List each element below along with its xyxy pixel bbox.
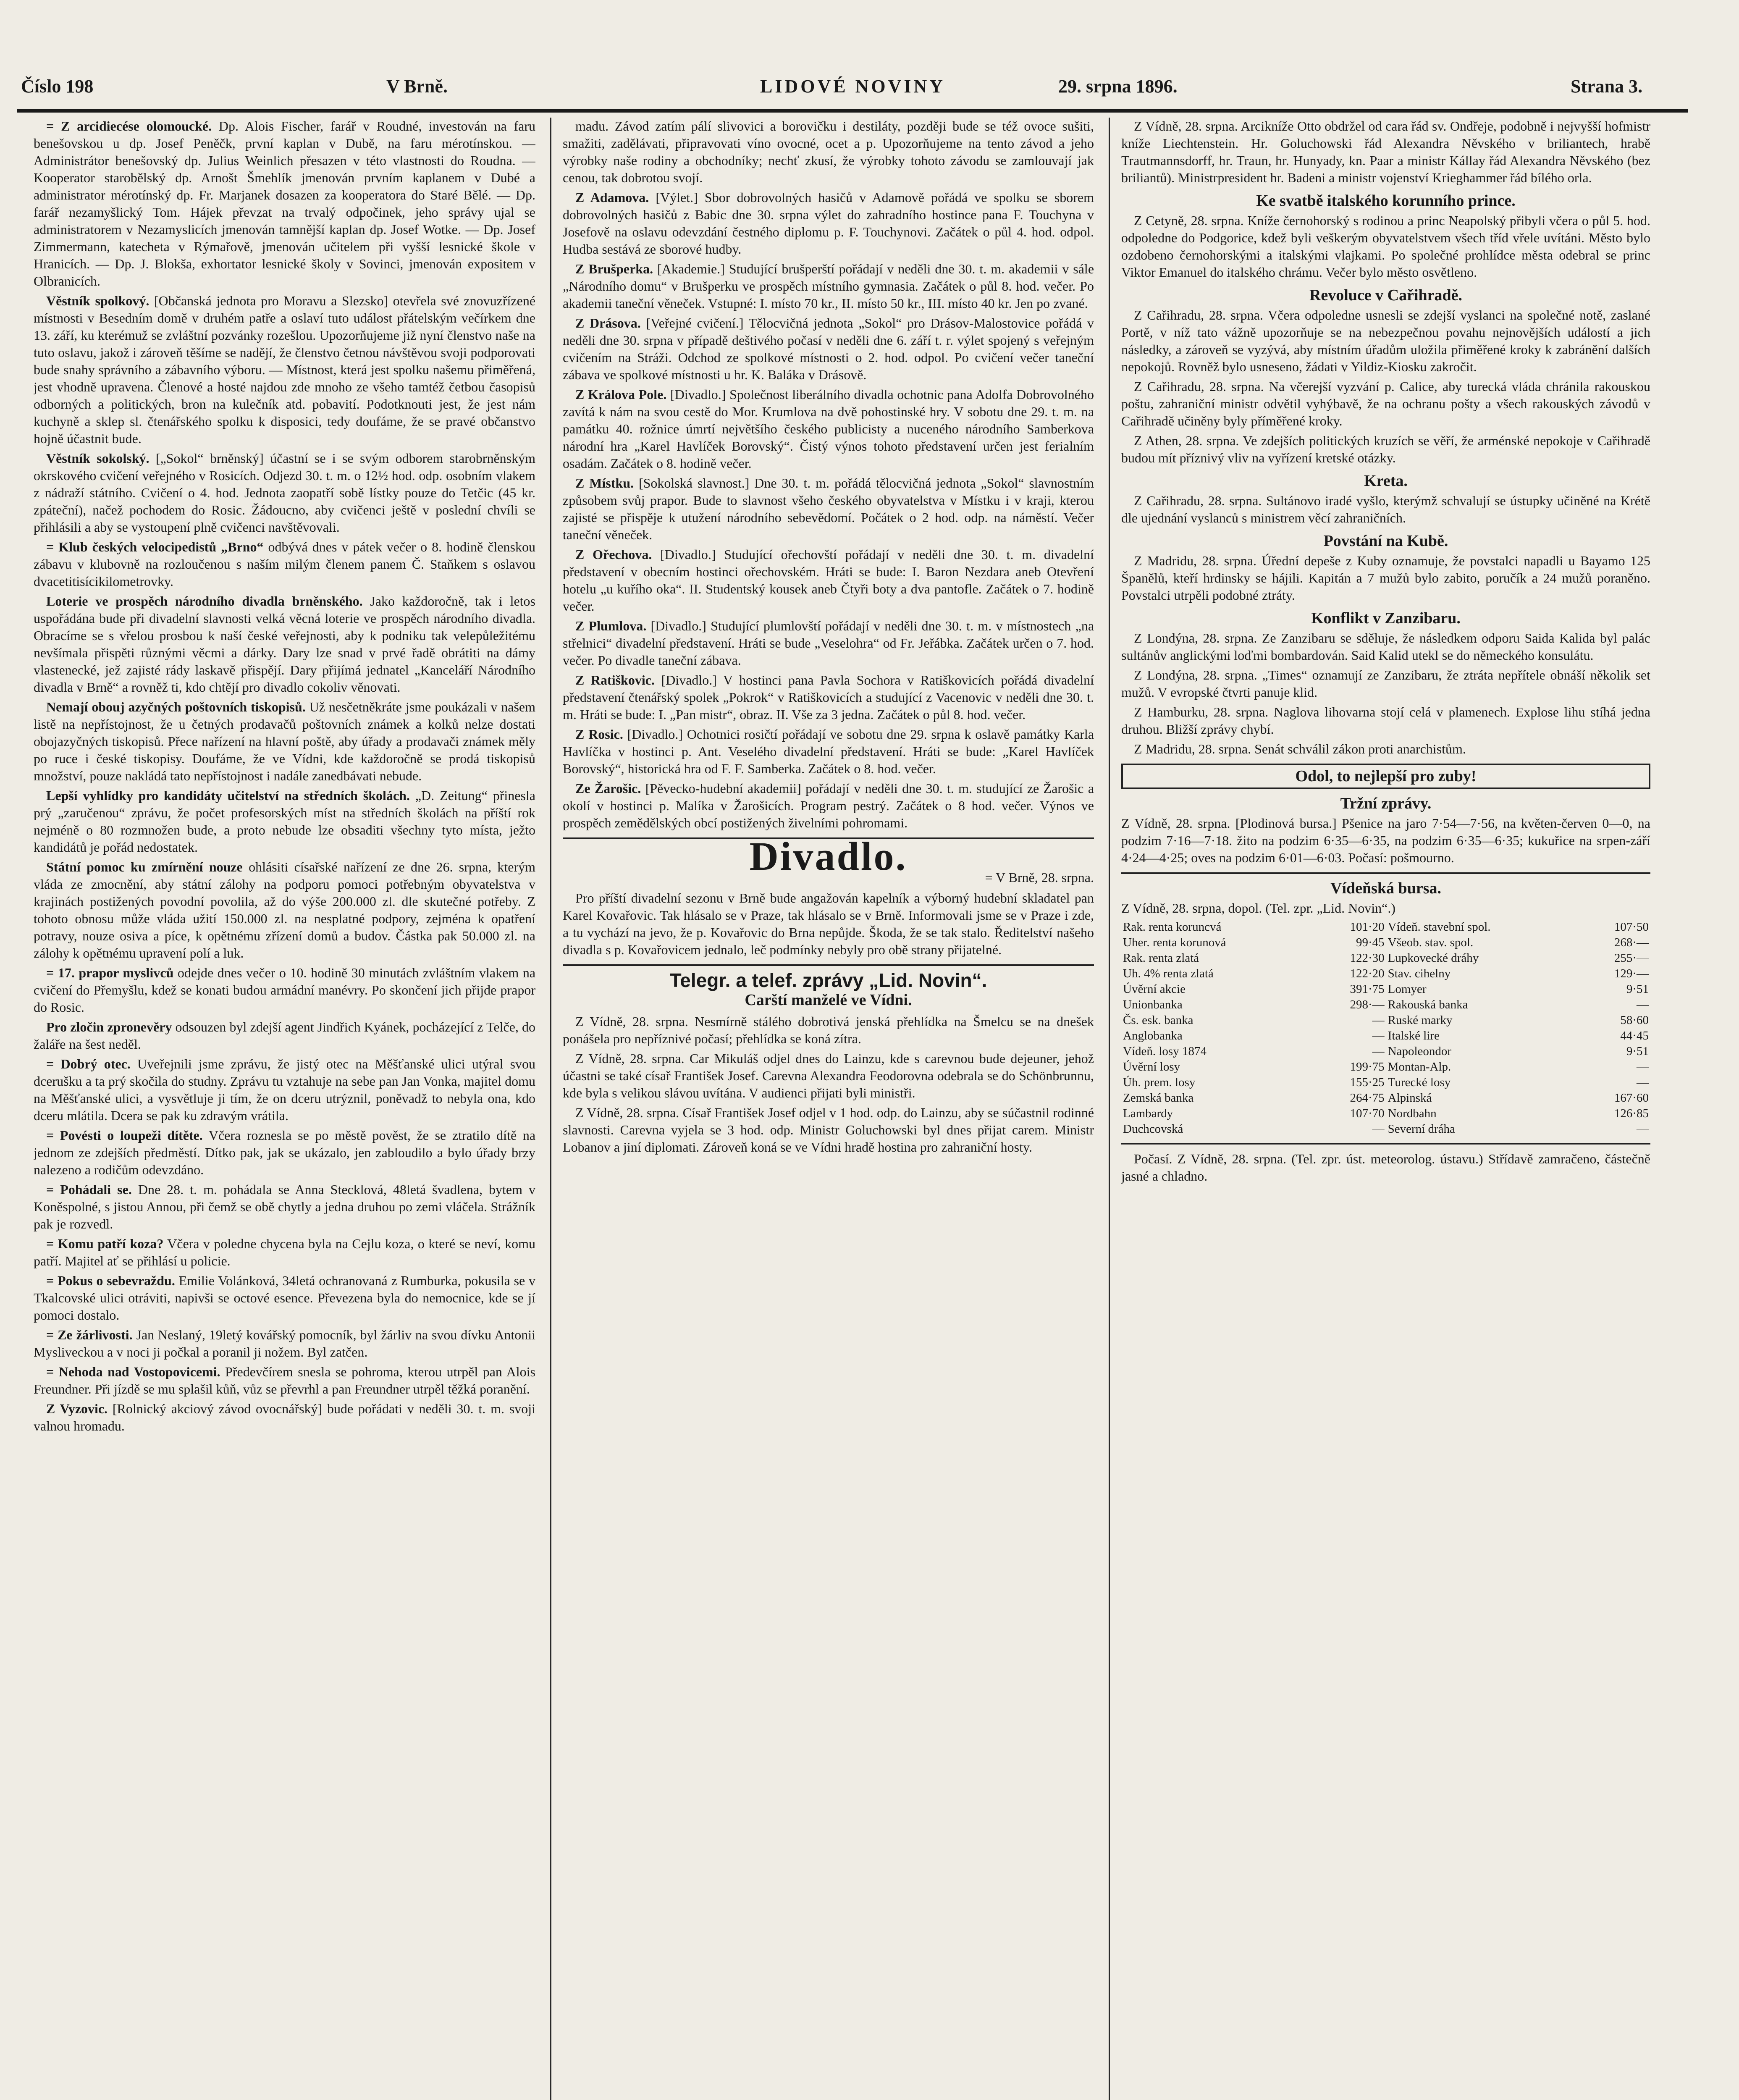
article <box>34 787 535 856</box>
table-cell: — <box>1637 1076 1649 1089</box>
table-cell: Italské lire <box>1388 1029 1440 1042</box>
article-body: [Divadlo.] V hostinci pana Pavla Sochora v Ratiškovicích pořádá divadelní představení čtenářský spolek „Pokrok“ v Ratiškovicích a studující z Vacenovic v neděli dne 30. t. m. Hráti se bude: I. „Pan mistr“, obraz. II. Vše za 3 jedna. Začátek o půl 8. hod. večer. <box>563 672 1094 722</box>
article-heading: = Klub českých velocipedistů „Brno“ <box>46 539 264 554</box>
table-row <box>1121 1044 1650 1059</box>
article-body: Z Vídně, 28. srpna. Nesmírně stálého dobrotivá jenská přehlídka na Šmelcu se na dnešek ponášela pro nepříznivé počasí; přehlídka se koná zítra. <box>563 1014 1094 1046</box>
article-body: Z Cařihradu, 28. srpna. Včera odpoledne usnesli se zdejší vyslanci na společné notě, zaslané Portě, v níž tato vážně upozorňuje se na nebezpečnou povahu nejnovějších událostí a jich následky, a zároveň se vyzývá, aby místním úřadům uložila přiměřené kroky k zabránění dalších nepokojů. Rovněž bylo usneseno, žádati v Yildiz-Kiosku zakročit. <box>1121 307 1650 374</box>
article-body: Z Londýna, 28. srpna. „Times“ oznamují ze Zanzibaru, že ztráta nepřítele obnáší několik set mužů. V evropské čtvrti panuje klid. <box>1121 667 1650 700</box>
table-cell: Turecké losy <box>1388 1076 1451 1089</box>
table-cell: — <box>1637 1060 1649 1074</box>
table-cell: Úvěrní akcie <box>1123 982 1186 996</box>
table-cell: — <box>1372 1045 1385 1058</box>
article-heading: Z Ořechova. <box>575 547 652 562</box>
section-title-telegrams: Telegr. a telef. zprávy „Lid. Novin“. <box>669 969 987 991</box>
column-1 <box>34 118 535 2100</box>
article-body: Z Hamburku, 28. srpna. Naglova lihovarna stojí celá v plamenech. Explose lihu stíhá jedna druhou. Bližší zprávy chybí. <box>1121 704 1650 737</box>
table-cell: Rak. renta koruncvá <box>1123 920 1222 934</box>
article <box>563 672 1094 723</box>
table-cell: 9·51 <box>1626 982 1649 996</box>
table-row <box>1121 919 1650 935</box>
article <box>34 964 535 1016</box>
table-row <box>1121 997 1650 1013</box>
article-body: Z Cařihradu, 28. srpna. Sultánovo iradé vyšlo, kterýmž schvalují se ústupky učiněné na Krétě dle ujednání vyslanců s ministrem věcí zahraničních. <box>1121 493 1650 525</box>
section-heading: Kreta. <box>1364 472 1408 490</box>
article <box>563 315 1094 383</box>
table-row <box>1121 1059 1650 1075</box>
article <box>34 1326 535 1361</box>
article-body: Z Cařihradu, 28. srpna. Na včerejší vyzvání p. Calice, aby turecká vláda chránila rakouskou poštu, zahraniční ministr odvětil vyhýbavě, že na ochranu pošty a všech rakouských závodů v Cařihradě učiněny byly příměřené kroky. <box>1121 379 1650 428</box>
article-body: Včera v poledne chycena byla na Cejlu koza, o které se neví, komu patří. Majitel ať se přihlásí u policie. <box>34 1236 535 1268</box>
table-cell: Čs. esk. banka <box>1123 1013 1193 1027</box>
article <box>34 1055 535 1124</box>
table-cell: Úh. prem. losy <box>1123 1076 1196 1089</box>
article <box>34 1400 535 1435</box>
table-cell: 391·75 <box>1350 982 1385 996</box>
section-heading: Povstání na Kubě. <box>1323 532 1448 550</box>
article <box>34 538 535 590</box>
article-body: [Akademie.] Studující brušperští pořádají v neděli dne 30. t. m. akademii v sále „Národního domu“ v Brušperku ve prospěch místního gymnasia. Začátek o půl 8. hod. večer. Po akademii taneční věneček. Vstupné: I. místo 70 kr., II. místo 50 kr., III. místo 40 kr. Jen po zvané. <box>563 261 1094 311</box>
article <box>34 1181 535 1233</box>
article-heading: = Pokus o sebevraždu. <box>46 1273 175 1288</box>
article-heading: Státní pomoc ku zmírnění nouze <box>46 859 243 874</box>
table-row <box>1121 1121 1650 1137</box>
table-cell: 44·45 <box>1620 1029 1649 1042</box>
article-body: madu. Závod zatím pálí slivovici a borovičku i destiláty, později bude se též ovoce sušiti, smažiti, zadělávati, připravovati víno ovocné, ocet a p. Upozorňujeme na tento závod a jeho výrobky naše rodiny a obchodníky; nechť zkusí, že výrobky tohoto závodu se zamlouvají jak cenou, tak dobrotou svojí. <box>563 118 1094 185</box>
table-cell: Všeob. stav. spol. <box>1388 936 1474 949</box>
article-body: „D. Zeitung“ přinesla prý „zaručenou“ zprávu, že počet profesorských míst na středních školách na příští rok nejméně o 80 rozmnožen bude, a proto nebude lze obsaditi všechny tyto místa, ježto kandidátů je pořád nedostatek. <box>34 788 535 855</box>
article-body: Už nesčetněkráte jsme poukázali v našem listě na nepřístojnost, že u četných prodavačů poštovních známek a kolků nelze dostati obojazyčných tiskopisů. Přece nařízení na hlavní poště, aby úřady a prodavači známek měly po ruce i české tiskopisy. Doufáme, že ve Vídni, kde každoročně se prodá tiskopisů množství, pouze nakládá tato nepřístojnost i nadále zanedbávati nebude. <box>34 699 535 783</box>
article-body: Z Athen, 28. srpna. Ve zdejších politických kruzích se věří, že arménské nepokoje v Cařihradě budou mít příznivý vliv na vyřízení kretské otázky. <box>1121 433 1650 465</box>
article-body: Jan Neslaný, 19letý kovářský pomocník, byl žárliv na svou dívku Antonii Mysliveckou a v noci ji počkal a poranil ji nožem. Byl zatčen. <box>34 1327 535 1360</box>
article-body: Dne 28. t. m. pohádala se Anna Stecklová, 48letá švadlena, bytem v Koněspolné, s jistou Annou, při čemž se obě chytly a jedna druhou po zemi vláčela. Strážník pak je rozvedl. <box>34 1182 535 1231</box>
table-cell: Unionbanka <box>1123 998 1183 1011</box>
article-body: [Sokolská slavnost.] Dne 30. t. m. pořádá tělocvičná jednota „Sokol“ slavnostním způsobem svůj prapor. Bude to slavnost všeho českého obyvatelstva v Místku i v kraji, kterou zajisté se přispěje k utužení národního sebevědomí. Počátek o 2 hod. odp. na náměstí. Večer taneční věneček. <box>563 475 1094 542</box>
section-title-divadlo: Divadlo. <box>749 834 908 879</box>
article <box>563 546 1094 615</box>
article <box>34 292 535 447</box>
table-cell: Napoleondor <box>1388 1045 1452 1058</box>
bursa-table <box>1121 919 1650 1137</box>
article <box>563 726 1094 777</box>
article <box>34 1127 535 1179</box>
article-heading: Z Brušperka. <box>575 261 653 276</box>
table-cell: — <box>1637 1122 1649 1136</box>
table-cell: 129·— <box>1614 967 1649 980</box>
section-heading: Konflikt v Zanzibaru. <box>1311 609 1461 627</box>
article-heading: = Pohádali se. <box>46 1182 132 1197</box>
advert-box: Odol, to nejlepší pro zuby! <box>1121 764 1650 789</box>
article <box>34 1272 535 1324</box>
table-cell: Duchcovská <box>1123 1122 1183 1136</box>
column-rule <box>1109 118 1110 2100</box>
article-heading: = Z arcidiecése olomoucké. <box>46 118 212 134</box>
table-cell: Montan-Alp. <box>1388 1060 1451 1074</box>
section-heading: Revoluce v Cařihradě. <box>1309 286 1463 304</box>
article-body: Z Londýna, 28. srpna. Ze Zanzibaru se sděluje, že následkem odporu Saida Kalida byl palác sultánův anglickými loďmi bombardován. Said Kalid utekl se do německého konsulátu. <box>1121 630 1650 663</box>
city: V Brně. <box>386 76 448 97</box>
article <box>34 1018 535 1053</box>
article-heading: Z Drásova. <box>575 315 641 331</box>
article-body: Z Madridu, 28. srpna. Senát schválil zákon proti anarchistům. <box>1134 741 1466 756</box>
dateline: = V Brně, 28. srpna. <box>985 870 1094 885</box>
article-body: Pro příští divadelní sezonu v Brně bude angažován kapelník a výborný hudební skladatel pan Karel Kovařovic. Tak hlásalo se v Praze, tak hlásalo se v Brně. Informovali jsme se v Praze i zde, a tu vychází na jevo, že p. Kovařovic do Brna nepůjde. Škoda, že se tak stalo. Ředitelství našeho divadla s p. Kovařovicem jednalo, leč podmínky nebyly pro obě strany přijatelné. <box>563 890 1094 957</box>
article-body: [Divadlo.] Společnost liberálního divadla ochotnic pana Adolfa Dobrovolného zavítá k nám na svou cestě do Mor. Krumlova na dvě pohostinské hry. V sobotu dne 29. t. m. na památku 40. rožnice úmrtí největšího českého publicisty a nuceného národního Samberkova národní hra „Karel Havlíček Borovský“. Čistý výnos tohoto představení určen jest ferialním osadám. Začátek o 8. hodině večer. <box>563 387 1094 471</box>
section-divider <box>563 964 1094 966</box>
article-heading: Nemají obouj azyčných poštovních tiskopisů. <box>46 699 306 714</box>
article <box>34 858 535 962</box>
subheading: Carští manželé ve Vídni. <box>745 991 912 1009</box>
article-body: Počasí. Z Vídně, 28. srpna. (Tel. zpr. úst. meteorolog. ústavu.) Střídavě zamračeno, částečně jasné a chladno. <box>1121 1151 1650 1184</box>
table-row <box>1121 982 1650 997</box>
article-body: Uveřejnili jsme zprávu, že jistý otec na Měšťanské ulici utýral svou dcerušku a ta prý skočila do studny. Zprávu tu vztahuje na sebe pan Jan Vonka, majitel domu na Měšťanské ulici, a vysvětluje ji tím, že on dceru utrýznil, poněvadž to nebyla ona, kdo dceru mlátila. Dcera se pak ku zdravým vrátila. <box>34 1056 535 1123</box>
table-cell: 122·20 <box>1350 967 1385 980</box>
newspaper-title: LIDOVÉ NOVINY <box>760 76 946 97</box>
article-heading: = 17. prapor myslivců <box>46 965 174 980</box>
article <box>34 593 535 696</box>
page-number: Strana 3. <box>1571 76 1643 97</box>
table-cell: 122·30 <box>1350 951 1385 965</box>
article <box>34 698 535 785</box>
section-divider <box>1121 1143 1650 1144</box>
article-body: ohlásiti císařské nařízení ze dne 26. srpna, kterým vláda ze zmocnění, aby státní zálohy na podporu pomoci potřebným obyvatelstva v krajinách postižených povodní povolila, až do výše 200.000 zl. dle skutečné potřeby. Z tohoto obnosu může vláda užití 150.000 zl. na nesplatné podpory, zejména k opatření potravy, nouze osiva a píce, k opětnému zřízení domů a budov. Částka pak 50.000 zl. na zálohy k opětnému upravení polí a luk. <box>34 859 535 961</box>
article-heading: Z Vyzovic. <box>46 1401 108 1416</box>
section-heading: Vídeňská bursa. <box>1330 879 1441 897</box>
table-cell: 298·— <box>1350 998 1385 1011</box>
table-row <box>1121 1090 1650 1106</box>
table-cell: Anglobanka <box>1123 1029 1183 1042</box>
issue-date: 29. srpna 1896. <box>1058 76 1178 97</box>
article-heading: Věstník spolkový. <box>46 293 150 308</box>
bursa-header: Z Vídně, 28. srpna, dopol. (Tel. zpr. „Lid. Novin“.) <box>1121 900 1396 916</box>
table-cell: Lupkovecké dráhy <box>1388 951 1479 965</box>
table-row <box>1121 935 1650 950</box>
article <box>563 475 1094 543</box>
table-row <box>1121 966 1650 982</box>
article-heading: Z Adamova. <box>575 190 649 205</box>
article-body: [Divadlo.] Studující ořechovští pořádají v neděli dne 30. t. m. divadelní představení v obecním hostinci ořechovském. Hráti se bude: I. Baron Nezdara aneb Otevření hotelu „u kuřího oka“. II. Studentský kousek aneb Čtyři boty a dva pantofle. Začátek o 7. hodině večer. <box>563 547 1094 614</box>
table-cell: Uher. renta korunová <box>1123 936 1226 949</box>
article-heading: Lepší vyhlídky pro kandidáty učitelství na středních školách. <box>46 788 410 803</box>
section-divider <box>1121 872 1650 874</box>
article-body: Dp. Alois Fischer, farář v Roudné, investován na faru benešovskou u dp. Josef Peněčk, první kaplan v Dubě, na faru mérotínskou. — Administrátor benešovský dp. Julius Weinlich přesazen v této vlastnosti do Roudna. — Kooperator starobělský dp. Arnošt Šmehlík jmenován prvním kaplanem v Dubé a administrator mérotínský dp. Fr. Marjanek dosazen za kooperatora do Staré Bělé. — Dp. farář nezamyšlický Tom. Hájek převzat na trvalý odpočinek, jeho správy ujal se administratorem v Nezamyslicích jmenován tamnější kaplan dp. Josef Wotke. — Dp. Josef Zimmermann, katecheta v Rýmařově, jmenován učitelem při vyšší lesnické škole v Hranicích. — Dp. J. Blokša, exhortator lesnické školy v Sovinci, jmenován expositem v Olbranicích. <box>34 118 535 289</box>
table-cell: 199·75 <box>1350 1060 1385 1074</box>
article-heading: Z Místku. <box>575 475 634 491</box>
table-cell: Vídeň. stavební spol. <box>1388 920 1491 934</box>
table-row <box>1121 950 1650 966</box>
article <box>563 617 1094 669</box>
article-heading: Pro zločin zpronevěry <box>46 1019 172 1034</box>
table-cell: Alpinská <box>1388 1091 1432 1105</box>
article-heading: = Dobrý otec. <box>46 1056 131 1071</box>
table-cell: 107·70 <box>1350 1107 1385 1120</box>
table-cell: 167·60 <box>1614 1091 1649 1105</box>
article-body: [Veřejné cvičení.] Tělocvičná jednota „Sokol“ pro Drásov-Malostovice pořádá v neděli dne 30. srpna v případě deštivého počasí v neděli dne 6. září t. r. výlet spojený s veřejným cvičením na Stráži. Odchod ze spolkové místnosti o 2. hod. odpol. Po cvičení večer taneční zábava ve spolkové místnosti u hr. K. Baláka v Drásově. <box>563 315 1094 382</box>
column-rule <box>550 118 551 2100</box>
masthead <box>17 71 1688 113</box>
article <box>34 1235 535 1270</box>
article-body: Z Vídně, 28. srpna. Car Mikuláš odjel dnes do Lainzu, kde s carevnou bude dejeuner, jehož účastni se také císař František Josef. Carevna Alexandra Feodorovna odebrala se do Schönbrunnu, kde byla s velikou slávou uvítána. V audienci přijati byli ministři. <box>563 1051 1094 1100</box>
column-3 <box>1121 118 1650 2100</box>
table-cell: 268·— <box>1614 936 1649 949</box>
table-cell: — <box>1372 1029 1385 1042</box>
section-heading: Ke svatbě italského korunního prince. <box>1256 192 1516 210</box>
table-cell: Lambardy <box>1123 1107 1173 1120</box>
article-body: Jako každoročně, tak i letos uspořádána bude při divadelní slavnosti velká věcná loterie ve prospěch národního divadla. Obracíme se s vřelou prosbou k naší české veřejnosti, aby k podniku tak velepůležitému nevšímala přispěti různými věcmi a dárky. Dary lze snad v prvé řadě obrátiti na dámy vlastenecké, jež zajisté rády laskavě přispějí. Dary přijímá jednatel „Kanceláří Národního divadla v Brně“ a rovněž ti, kdo chtějí pro divadlo cokoliv věnovati. <box>34 593 535 695</box>
issue-number: Číslo 198 <box>21 76 94 97</box>
article-heading: Z Rosic. <box>575 727 623 742</box>
table-cell: — <box>1372 1013 1385 1027</box>
article <box>563 780 1094 832</box>
article-heading: = Povésti o loupeži dítěte. <box>46 1128 203 1143</box>
article-heading: Věstník sokolský. <box>46 451 150 466</box>
article-body: Předevčírem snesla se pohroma, kterou utrpěl pan Alois Freundner. Při jízdě se mu splašil kůň, vůz se převrhl a pan Freundner utrpěl těžká poranění. <box>34 1364 535 1396</box>
article-heading: = Komu patří koza? <box>46 1236 164 1251</box>
article-body: Emilie Volánková, 34letá ochranovaná z Rumburka, pokusila se v Tkalcovské ulici otráviti, napivši se octové esence. Převezena byla do nemocnice, kde se jí pomoci dostalo. <box>34 1273 535 1323</box>
article-heading: = Nehoda nad Vostopovicemi. <box>46 1364 220 1379</box>
table-cell: Ruské marky <box>1388 1013 1453 1027</box>
article <box>34 450 535 536</box>
article <box>34 1363 535 1398</box>
article <box>563 189 1094 258</box>
article-body: odsouzen byl zdejší agent Jindřich Kyánek, pocházející z Telče, do žaláře na šest neděl. <box>34 1019 535 1052</box>
article-body: Z Vídně, 28. srpna. [Plodinová bursa.] Pšenice na jaro 7·54—7·56, na květen-červen 0—0, na podzim 7·16—7·18. žito na podzim 6·35—6·35, na podzim 6·35—6·35; kukuřice na srpen-září 4·24—4·25; oves na podzim 6·01—6·03. Počasí: pošmourno. <box>1121 816 1650 865</box>
article-heading: = Ze žárlivosti. <box>46 1327 133 1342</box>
table-cell: 155·25 <box>1350 1076 1385 1089</box>
table-row <box>1121 1075 1650 1090</box>
table-row <box>1121 1013 1650 1028</box>
table-cell: Úvěrní losy <box>1123 1060 1180 1074</box>
article-body: [Rolnický akciový závod ovocnářský] bude pořádati v neděli 30. t. m. svoji valnou hromadu. <box>34 1401 535 1433</box>
article-body: odejde dnes večer o 10. hodině 30 minutách zvláštním vlakem na cvičení do Přemyšlu, kdež se konati budou armádní manévry. Po skončení jich přijde prapor do Rosic. <box>34 965 535 1015</box>
table-cell: 107·50 <box>1614 920 1649 934</box>
article-body: Z Vídně, 28. srpna. Arcikníže Otto obdržel od cara řád sv. Ondřeje, podobně i nejvyšší hofmistr kníže Liechtenstein. Hr. Goluchowski řád Alexandra Něvského v briliantech, hrabě Trautmannsdorff, hr. Traun, hr. Hunyady, kn. Paar a ministr Kállay řád Alexandra Něvského (bez briliantů). Ministrpresident hr. Badeni a ministr vojenství Krieghammer řád bílého orla. <box>1121 118 1650 185</box>
table-cell: — <box>1637 998 1649 1011</box>
article-body: Z Vídně, 28. srpna. Císař František Josef odjel v 1 hod. odp. do Lainzu, aby se súčastnil rodinné slavnosti. Carevna vyjela se 3 hod. odp. Ministr Goluchowski byl dnes přijat carem. Ministr Lobanov a jiní diplomati. Zároveň koná se ve Vídni hradě hostina pro zahraniční hosty. <box>563 1105 1094 1155</box>
article-body: [Výlet.] Sbor dobrovolných hasičů v Adamově pořádá ve spolku se sborem dobrovolných hasičů z Babic dne 30. srpna výlet do zahradního hostince pana F. Touchyna v Josefově na oslavu odevzdání čestného diplomu p. F. Touchynovi. Začátek o půl 4. hod. odpol. Hudba sestává ze sborové hudby. <box>563 190 1094 257</box>
table-cell: — <box>1372 1122 1385 1136</box>
article-heading: Z Plumlova. <box>575 618 647 633</box>
article-body: Z Cetyně, 28. srpna. Kníže černohorský s rodinou a princ Neapolský přibyli včera o půl 5. hod. odpoledne do Podgorice, kdež byli veškerým obyvatelstvem všech tříd vřele uvítáni. Město bylo ozdobeno černohorskými a italskými vlajkami. Po společné prohlídce města odebral se princ Viktor Emanuel do italského chrámu. Večer bylo město osvětleno. <box>1121 213 1650 280</box>
article-body: [Divadlo.] Ochotnici rosičtí pořádají ve sobotu dne 29. srpna k oslavě památky Karla Havlíčka v hostinci p. Ant. Veselého divadelní představení. Hráti se bude: „Karel Havlíček Borovský“, historická hra od F. F. Samberka. Začátek o 8. hod. večer. <box>563 727 1094 776</box>
article-body: [Občanská jednota pro Moravu a Slezsko] otevřela své znovuzřízené místnosti v Besedním domě v druhém patře a oslaví tuto událost přátelským večírkem dne 13. září, ku kterémuž se zvláštní pozvánky rozešlou. Upozorňujeme již nyní členstvo naše na tuto oslavu, jakož i zároveň těšíme se nadějí, že členstvo četnou návštěvou svoji podporovati bude snahy správního a zábavního výboru. — Místnost, která jest spolku našemu přiměřená, jest vhodně upravena. Členové a hosté najdou zde mnoho ze všeho tamtéž četbou časopisů odborných a politických, bron na kulečník atd. pobavití. Podotknouti jest, že jest nám kuchyně a sklep sl. čtenářského spolku k disposici, tedy doufáme, že se pravé občanstvo hojně účastnit bude. <box>34 293 535 446</box>
article-body: odbývá dnes v pátek večer o 8. hodině členskou zábavu v klubovně na rozloučenou s naším milým členem panem Č. Staňkem s oslavou dvacetitisícikilometrovky. <box>34 539 535 589</box>
table-cell: 58·60 <box>1620 1013 1649 1027</box>
table-cell: Nordbahn <box>1388 1107 1437 1120</box>
article-heading: Loterie ve prospěch národního divadla brněnského. <box>46 593 363 609</box>
section-heading: Tržní zprávy. <box>1340 795 1432 812</box>
table-cell: Lomyer <box>1388 982 1427 996</box>
article-body: Z Madridu, 28. srpna. Úřední depeše z Kuby oznamuje, že povstalci napadli u Bayamo 125 Španělů, kteří hrdinsky se hájili. Kapitán a 7 mužů bylo zabito, poručík a 24 mužů poraněno. Povstalci utrpěli podobné ztráty. <box>1121 553 1650 603</box>
table-cell: 255·— <box>1614 951 1649 965</box>
table-cell: Zemská banka <box>1123 1091 1194 1105</box>
table-cell: Stav. cihelny <box>1388 967 1451 980</box>
article-body: [Divadlo.] Studující plumlovští pořádají v neděli dne 30. t. m. v místnostech „na střelnici“ divadelní představení. Hráti se bude „Veselohra“ od Fr. Jeřábka. Začátek určen o 7. hod. večer. Po divadle taneční zábava. <box>563 618 1094 668</box>
article-heading: Ze Žarošic. <box>575 781 641 796</box>
article-body: Včera roznesla se po městě pověst, že se ztratilo dítě na jednom ze zdejších předměstí. Dítko pak, jak se ukázalo, jen zabloudilo a bylo úřady brzy nalezeno a rodičům odevzdáno. <box>34 1128 535 1177</box>
table-cell: 9·51 <box>1626 1045 1649 1058</box>
article <box>34 118 535 290</box>
article-body: [„Sokol“ brněnský] účastní se i se svým odborem starobrněnským okrskového cvičení veřejného v Rosicích. Odjezd 30. t. m. o 12½ hod. odp. osobním vlakem z nádraží státního. Cvičení o 4. hod. Jednota zaopatří sobě lístky pouze do Tetčic (45 kr. zpáteční), načež pochodem do Rosic. Žádoucno, aby cvičenci ještě v poslední chvíli se přihlásili a aby se vystoupení plně cvičenci navštěvovali. <box>34 451 535 535</box>
table-cell: 99·45 <box>1356 936 1385 949</box>
article <box>563 386 1094 472</box>
table-cell: Rak. renta zlatá <box>1123 951 1199 965</box>
table-cell: Rakouská banka <box>1388 998 1468 1011</box>
table-cell: 264·75 <box>1350 1091 1385 1105</box>
column-2 <box>563 118 1094 2100</box>
table-cell: 101·20 <box>1350 920 1385 934</box>
table-row <box>1121 1028 1650 1044</box>
table-cell: Uh. 4% renta zlatá <box>1123 967 1214 980</box>
article-heading: Z Králova Pole. <box>575 387 667 402</box>
table-cell: Vídeň. losy 1874 <box>1123 1045 1207 1058</box>
article-body: [Pěvecko-hudební akademii] pořádají v neděli dne 30. t. m. studující ze Žarošic a okolí v hostinci p. Malíka v Žarošicích. Program pestrý. Začátek o 8 hod. večer. Výnos ve prospěch zemědělských obcí postižených živelními pohromami. <box>563 781 1094 830</box>
table-cell: 126·85 <box>1614 1107 1649 1120</box>
article <box>563 260 1094 312</box>
table-row <box>1121 1106 1650 1121</box>
article-heading: Z Ratiškovic. <box>575 672 655 688</box>
table-cell: Severní dráha <box>1388 1122 1455 1136</box>
